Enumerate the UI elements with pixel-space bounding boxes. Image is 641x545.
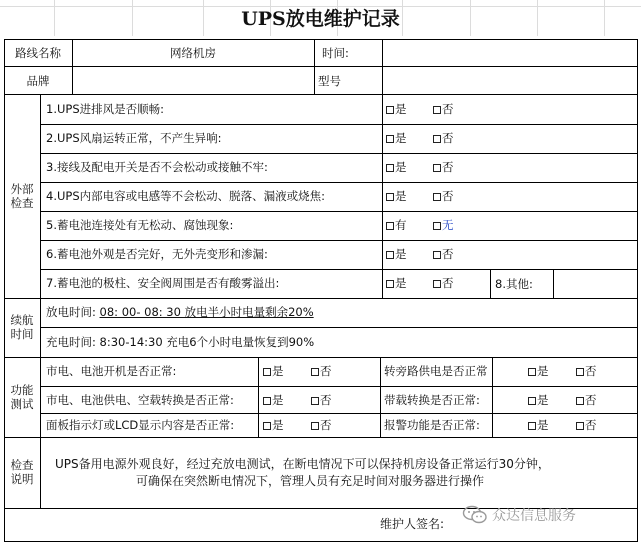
function-item-5: 带载转换是否正常: [384, 393, 480, 407]
wechat-icon [462, 505, 488, 525]
table-border [492, 357, 493, 437]
brand-field[interactable] [76, 74, 310, 88]
other-field[interactable] [557, 277, 633, 291]
table-border [40, 269, 638, 270]
function-item-2: 市电、电池供电、空载转换是否正常: [46, 393, 234, 407]
table-border [4, 437, 638, 438]
table-border [40, 153, 638, 154]
external-item-2: 2.UPS风扇运转正常，不产生异响: [46, 131, 222, 145]
option-no-checkbox[interactable]: 否 [433, 189, 454, 203]
option-yes-checkbox[interactable]: 是 [386, 247, 407, 261]
time-label: 时间: [322, 46, 349, 60]
table-border [40, 124, 638, 125]
option-yes-checkbox[interactable]: 是 [386, 276, 407, 290]
inspection-label: 检查 说明 [10, 458, 34, 486]
external-item-7: 7.蓄电池的极柱、安全阀周围是否有酸雾溢出: [46, 276, 280, 290]
option-yes-checkbox[interactable]: 是 [263, 393, 284, 407]
option-no-checkbox[interactable]: 否 [433, 160, 454, 174]
endurance-label: 续航 时间 [10, 313, 34, 341]
table-border [382, 94, 383, 298]
option-none-checkbox[interactable]: 无 [433, 218, 454, 232]
table-border [40, 182, 638, 183]
option-yes-checkbox[interactable]: 是 [528, 393, 549, 407]
option-no-checkbox[interactable]: 否 [433, 276, 454, 290]
table-border [40, 240, 638, 241]
option-yes-checkbox[interactable]: 是 [386, 189, 407, 203]
function-item-4: 转旁路供电是否正常 [384, 364, 488, 378]
option-no-checkbox[interactable]: 否 [576, 418, 597, 432]
option-no-checkbox[interactable]: 否 [311, 364, 332, 378]
external-item-4: 4.UPS内部电容或电感等不会松动、脱落、漏液或烧焦: [46, 189, 325, 203]
table-border [314, 39, 315, 94]
option-yes-checkbox[interactable]: 是 [386, 102, 407, 116]
external-item-1: 1.UPS进排风是否顺畅: [46, 102, 164, 116]
discharge-time: 放电时间: 08: 00- 08: 30 放电半小时电量剩余20% [46, 305, 314, 319]
function-item-1: 市电、电池开机是否正常: [46, 364, 177, 378]
option-no-checkbox[interactable]: 否 [433, 102, 454, 116]
table-border [40, 327, 638, 328]
external-item-5: 5.蓄电池连接处有无松动、腐蚀现象: [46, 218, 234, 232]
table-border [4, 94, 638, 95]
page-title: UPS放电维护记录 [241, 8, 400, 30]
external-item-6: 6.蓄电池外观是否完好，无外壳变形和渗漏: [46, 247, 268, 261]
other-label: 8.其他: [495, 277, 533, 291]
option-no-checkbox[interactable]: 否 [576, 364, 597, 378]
option-has-checkbox[interactable]: 有 [386, 218, 407, 232]
table-border [258, 357, 259, 437]
table-border [490, 269, 491, 298]
table-border [382, 39, 383, 94]
watermark-text: 众达信息服务 [492, 508, 576, 524]
model-field[interactable] [386, 74, 634, 88]
table-border [4, 357, 638, 358]
charge-time: 充电时间: 8:30-14:30 充电6个小时电量恢复到90% [46, 335, 315, 349]
option-yes-checkbox[interactable]: 是 [528, 418, 549, 432]
discharge-value[interactable]: 08: 00- 08: 30 放电半小时电量剩余20% [99, 305, 314, 319]
inspection-note-line-1: UPS备用电源外观良好，经过充放电测试，在断电情况下可以保持机房设备正常运行30分钟， [55, 457, 550, 471]
route-value[interactable]: 网络机房 [170, 46, 216, 60]
table-border [40, 386, 638, 387]
option-no-checkbox[interactable]: 否 [433, 247, 454, 261]
table-border [4, 298, 638, 299]
table-border [4, 66, 638, 67]
charge-value[interactable]: 8:30-14:30 充电6个小时电量恢复到90% [99, 335, 315, 349]
table-border [637, 39, 638, 541]
option-no-checkbox[interactable]: 否 [311, 393, 332, 407]
table-border [380, 357, 381, 437]
table-border [553, 269, 554, 298]
external-check-label: 外部 检查 [10, 182, 34, 210]
inspection-note-line-2: 可确保在突然断电情况下，管理人员有充足时间对服务器进行操作 [136, 474, 485, 488]
option-yes-checkbox[interactable]: 是 [263, 364, 284, 378]
option-yes-checkbox[interactable]: 是 [386, 160, 407, 174]
table-border [4, 541, 638, 542]
brand-label: 品牌 [26, 74, 50, 88]
function-test-label: 功能 测试 [10, 383, 34, 411]
option-no-checkbox[interactable]: 否 [433, 131, 454, 145]
option-yes-checkbox[interactable]: 是 [528, 364, 549, 378]
table-border [40, 211, 638, 212]
table-border [40, 413, 638, 414]
external-item-3: 3.接线及配电开关是否不会松动或接触不牢: [46, 160, 268, 174]
option-no-checkbox[interactable]: 否 [311, 418, 332, 432]
function-item-6: 报警功能是否正常: [384, 418, 480, 432]
table-border [4, 39, 638, 40]
watermark [462, 505, 576, 525]
option-no-checkbox[interactable]: 否 [576, 393, 597, 407]
function-item-3: 面板指示灯或LCD显示内容是否正常: [46, 418, 235, 432]
model-label: 型号 [318, 74, 341, 88]
option-yes-checkbox[interactable]: 是 [263, 418, 284, 432]
route-label: 路线名称 [15, 46, 61, 60]
time-field[interactable] [386, 46, 634, 60]
signature-label: 维护人签名: [380, 517, 445, 531]
table-border [40, 94, 41, 508]
option-yes-checkbox[interactable]: 是 [386, 131, 407, 145]
